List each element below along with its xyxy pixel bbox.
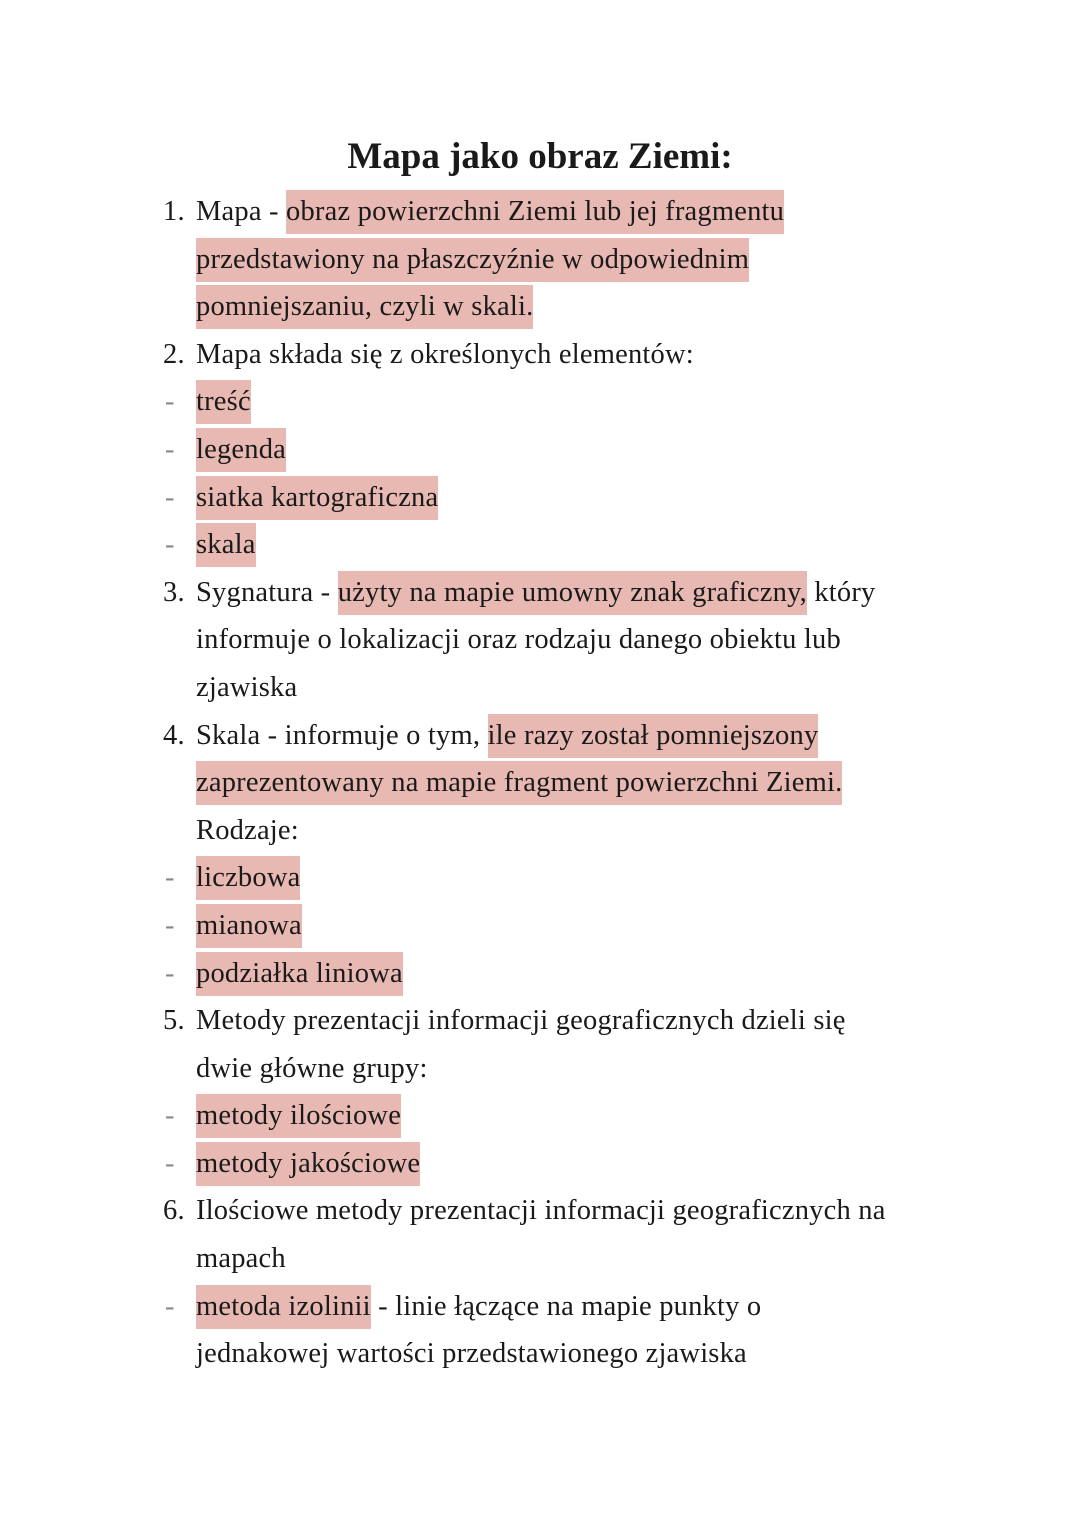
list-number: 3.	[163, 576, 185, 608]
note-line	[0, 616, 1080, 664]
highlighted-text: metoda izolinii	[196, 1285, 371, 1329]
note-line	[0, 950, 1080, 998]
highlighted-text: pomniejszaniu, czyli w skali.	[196, 285, 533, 329]
list-number: 2.	[163, 338, 185, 370]
text: jednakowej wartości przedstawionego zjawiska	[196, 1338, 747, 1370]
note-line	[0, 521, 1080, 569]
note-line	[0, 426, 1080, 474]
highlighted-text: liczbowa	[196, 856, 300, 900]
note-line	[0, 188, 1080, 236]
bullet-dash: -	[165, 957, 175, 989]
highlighted-text: podziałka liniowa	[196, 952, 403, 996]
text: informuje o lokalizacji oraz rodzaju danego obiektu lub	[196, 624, 841, 656]
highlighted-text: mianowa	[196, 904, 302, 948]
bullet-dash: -	[165, 862, 175, 894]
text: Mapa składa się z określonych elementów:	[196, 338, 694, 370]
highlighted-text: ile razy został pomniejszony	[488, 714, 819, 758]
note-line	[0, 759, 1080, 807]
bullet-dash: -	[165, 1100, 175, 1132]
note-line	[0, 474, 1080, 522]
note-line	[0, 712, 1080, 760]
text: Mapa -	[196, 196, 287, 227]
note-line	[0, 1092, 1080, 1140]
note-line	[0, 997, 1080, 1045]
list-number: 6.	[163, 1195, 185, 1227]
note-line	[0, 1330, 1080, 1378]
list-number: 5.	[163, 1005, 185, 1037]
note-line	[0, 236, 1080, 284]
text: dwie główne grupy:	[196, 1052, 428, 1084]
bullet-dash: -	[165, 386, 175, 418]
list-number: 1.	[163, 196, 185, 227]
text: który	[807, 576, 876, 608]
highlighted-text: obraz powierzchni Ziemi lub jej fragmentu	[286, 190, 784, 234]
highlighted-text: treść	[196, 380, 251, 424]
note-line	[0, 807, 1080, 855]
note-line	[0, 331, 1080, 379]
highlighted-text: skala	[196, 523, 256, 567]
note-line	[0, 1045, 1080, 1093]
bullet-dash: -	[165, 433, 175, 465]
highlighted-text: zaprezentowany na mapie fragment powierzchni Ziemi.	[196, 761, 842, 805]
bullet-dash: -	[165, 1290, 175, 1322]
note-line	[0, 902, 1080, 950]
text: Ilościowe metody prezentacji informacji geograficznych na	[196, 1195, 886, 1227]
bullet-dash: -	[165, 1147, 175, 1179]
text: Skala - informuje o tym,	[196, 719, 488, 751]
text: Rodzaje:	[196, 814, 299, 846]
text: Metody prezentacji informacji geograficznych dzieli się	[196, 1005, 846, 1037]
note-line	[0, 378, 1080, 426]
note-line	[0, 1235, 1080, 1283]
bullet-dash: -	[165, 909, 175, 941]
highlighted-text: przedstawiony na płaszczyźnie w odpowiednim	[196, 238, 749, 282]
highlighted-text: legenda	[196, 428, 286, 472]
note-line	[0, 1140, 1080, 1188]
note-line	[0, 664, 1080, 712]
text: - linie łączące na mapie punkty o	[370, 1290, 762, 1322]
highlighted-text: metody ilościowe	[196, 1094, 401, 1138]
text: mapach	[196, 1243, 286, 1275]
highlighted-text: użyty na mapie umowny znak graficzny,	[338, 571, 807, 615]
text: zjawiska	[196, 671, 298, 703]
note-line	[0, 854, 1080, 902]
list-number: 4.	[163, 719, 185, 751]
highlighted-text: metody jakościowe	[196, 1142, 420, 1186]
text: Sygnatura -	[196, 576, 338, 608]
bullet-dash: -	[165, 481, 175, 513]
highlighted-text: siatka kartograficzna	[196, 476, 438, 520]
note-line	[0, 569, 1080, 617]
note-line	[0, 283, 1080, 331]
page-title: Mapa jako obraz Ziemi:	[347, 136, 733, 177]
note-line	[0, 1283, 1080, 1331]
notes-list	[0, 188, 1080, 1378]
bullet-dash: -	[165, 529, 175, 561]
note-line	[0, 1187, 1080, 1235]
